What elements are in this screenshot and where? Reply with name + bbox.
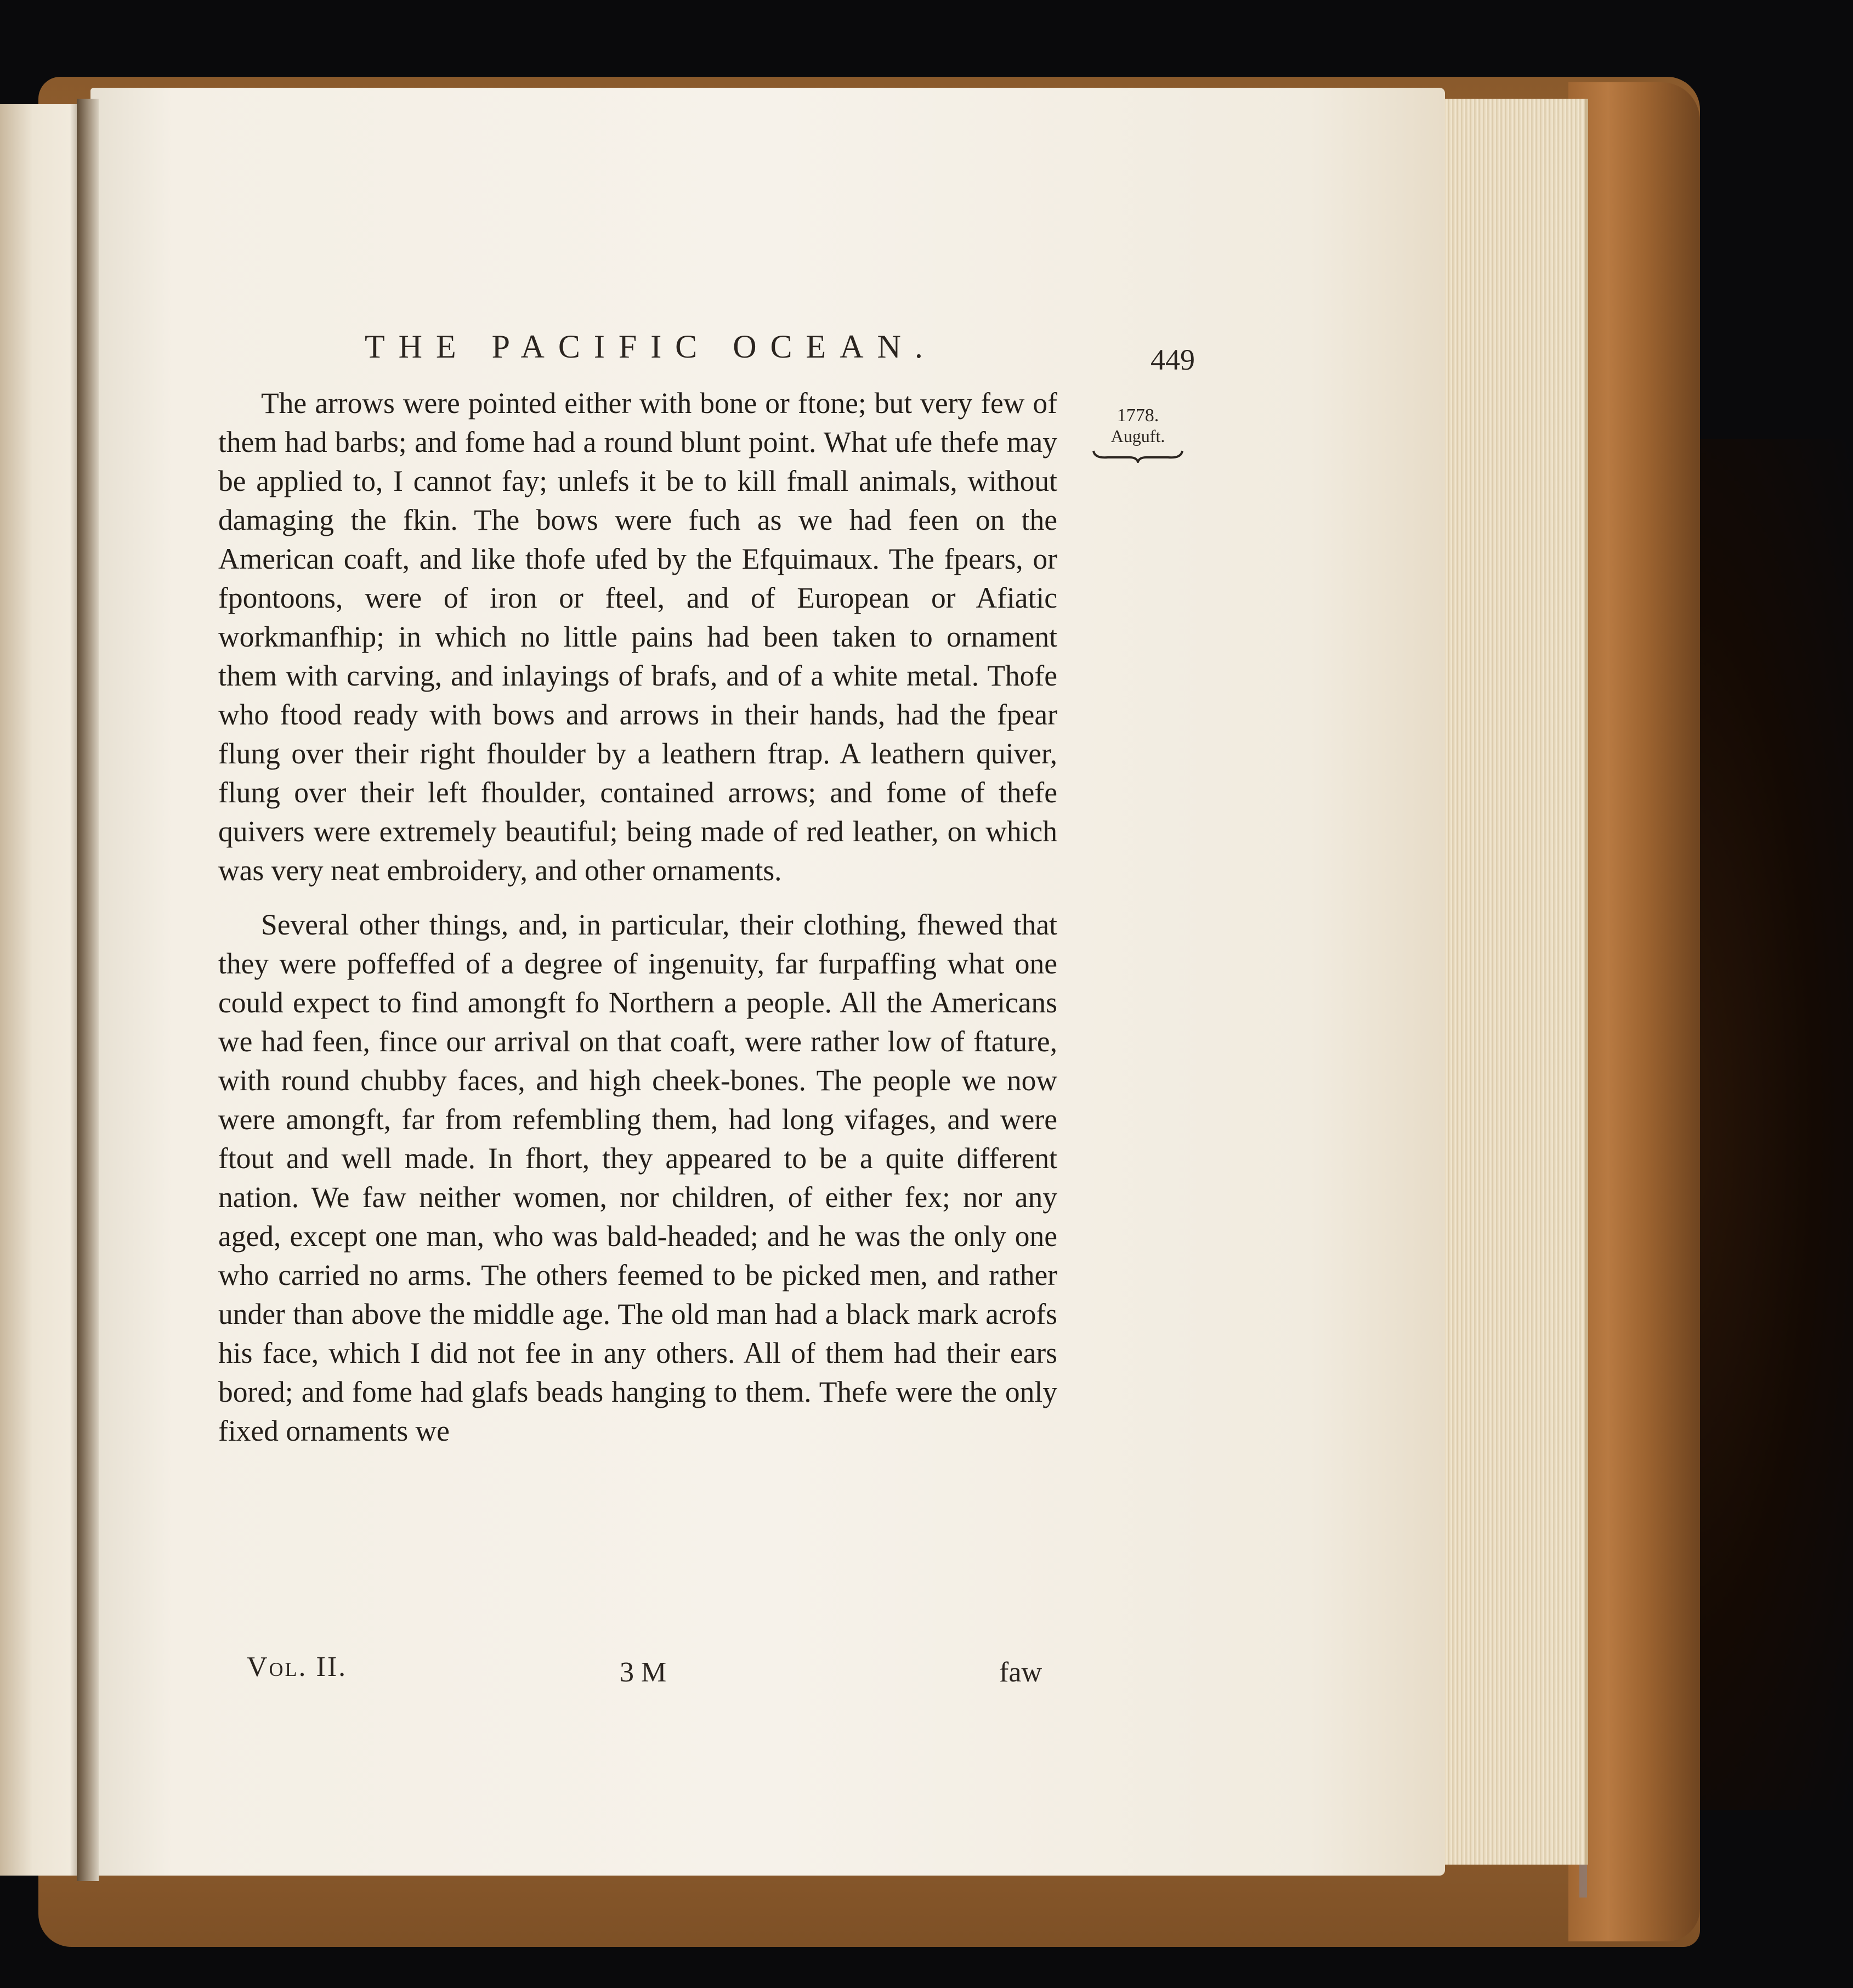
- brace-ornament: [1091, 448, 1185, 463]
- paragraph-2: Several other things, and, in particular, their clothing, fhewed that they were poffeffed of a degree of ingenuity, far furpaffing what one could expect to find amongft fo Northern a people. All the Americans we had feen, fince our arrival on that coaft, were rather low of ftature, with round chubby faces, and high cheek-bones. The people we now were amongft, far from refembling them, had long vifages, and were ftout and well made. In fhort, they appeared to be a quite different nation. We faw neither women, nor children, of either fex; nor any aged, except one man, who was bald-headed; and he was the only one who carried no arms. The others feemed to be picked men, and rather under than above the middle age. The old man had a black mark acrofs his face, which I did not fee in any others. All of them had their ears bored; and fome had glafs beads hanging to them. Thefe were the only fixed ornaments we: [218, 908, 1057, 1447]
- margin-note-month: Auguft.: [1110, 426, 1165, 446]
- body-text: [218, 384, 1057, 1451]
- catchword: faw: [999, 1657, 1042, 1688]
- running-head: THE PACIFIC OCEAN.: [365, 328, 937, 365]
- page-number: 449: [1151, 343, 1195, 376]
- margin-note-year: 1778.: [1117, 405, 1159, 426]
- page-footer: [247, 1651, 1042, 1695]
- left-page: [0, 104, 82, 1876]
- paragraph-1: The arrows were pointed either with bone or ftone; but very few of them had barbs; and fome had a round blunt point. What ufe thefe may be applied to, I cannot fay; unlefs it be to kill fmall animals, without damaging the fkin. The bows were fuch as we had feen on the American coaft, and like thofe ufed by the Efquimaux. The fpears, or fpontoons, were of iron or fteel, and of European or Afiatic workmanfhip; in which no little pains had been taken to ornament them with carving, and inlayings of brafs, and of a white metal. Thofe who ftood ready with bows and arrows in their hands, had the fpear flung over their right fhoulder by a leathern ftrap. A leathern quiver, flung over their left fhoulder, contained arrows; and fome of thefe quivers were extremely beautiful; being made of red leather, on which was very neat embroidery, and other ornaments.: [218, 387, 1057, 887]
- gutter: [77, 99, 99, 1881]
- signature-mark: 3 M: [620, 1657, 667, 1688]
- margin-note: [1091, 405, 1185, 463]
- book-cover-spine-edge: [1568, 82, 1700, 1941]
- volume-label: Vol. II.: [247, 1651, 348, 1683]
- page-fore-edge: [1437, 99, 1588, 1865]
